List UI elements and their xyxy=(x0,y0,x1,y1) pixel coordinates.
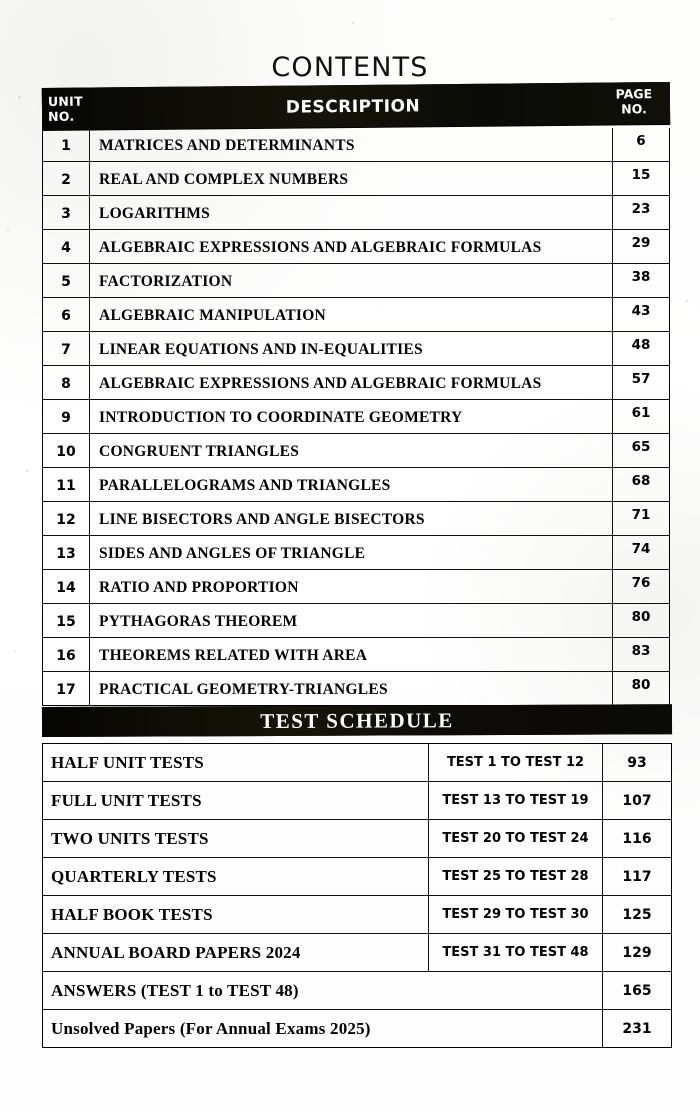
table-row xyxy=(43,264,669,298)
table-row xyxy=(43,638,669,672)
table-row xyxy=(43,502,669,536)
test-page-cell: 165 xyxy=(622,983,652,999)
contents-table-body xyxy=(42,128,670,706)
test-page-cell: 116 xyxy=(622,831,652,847)
unit-number-cell: 15 xyxy=(43,604,90,637)
unit-number-cell: 13 xyxy=(43,536,90,569)
table-row xyxy=(43,434,669,468)
unit-number-cell: 11 xyxy=(43,468,90,501)
test-range-cell: TEST 31 TO TEST 48 xyxy=(429,934,603,971)
description-cell: RATIO AND PROPORTION xyxy=(99,579,299,596)
table-row xyxy=(43,332,669,366)
page-title: CONTENTS xyxy=(271,52,429,83)
header-unit-line2: NO. xyxy=(47,108,75,124)
header-description: DESCRIPTION xyxy=(285,96,421,118)
page-number-cell: 74 xyxy=(612,536,669,569)
test-name-cell: Unsolved Papers (For Annual Exams 2025) xyxy=(43,1010,603,1047)
table-row xyxy=(43,162,669,196)
description-cell: LINEAR EQUATIONS AND IN-EQUALITIES xyxy=(99,341,423,358)
unit-number-cell: 8 xyxy=(43,366,90,399)
page-number-cell: 80 xyxy=(612,672,669,705)
header-page-line1: PAGE xyxy=(615,86,653,102)
page-number-cell: 29 xyxy=(612,230,669,263)
page-number-cell: 43 xyxy=(612,298,669,331)
scan-speck xyxy=(352,22,354,24)
scan-speck xyxy=(14,650,16,652)
description-cell: THEOREMS RELATED WITH AREA xyxy=(99,647,368,664)
page-number-cell: 61 xyxy=(612,400,669,433)
test-name-cell: HALF UNIT TESTS xyxy=(43,744,429,781)
test-name-cell: QUARTERLY TESTS xyxy=(43,858,429,895)
test-page-cell: 231 xyxy=(622,1021,652,1037)
test-name-cell: TWO UNITS TESTS xyxy=(43,820,429,857)
test-schedule-row xyxy=(43,972,671,1010)
unit-number-cell: 4 xyxy=(43,230,90,263)
contents-table xyxy=(42,88,670,706)
description-cell: REAL AND COMPLEX NUMBERS xyxy=(99,171,349,188)
test-page-cell: 117 xyxy=(622,869,652,885)
description-cell: LINE BISECTORS AND ANGLE BISECTORS xyxy=(99,511,425,528)
page-number-cell: 57 xyxy=(612,366,669,399)
unit-number-cell: 17 xyxy=(43,672,90,705)
description-cell: FACTORIZATION xyxy=(99,273,233,290)
page-number-cell: 23 xyxy=(612,196,669,229)
unit-number-cell: 12 xyxy=(43,502,90,535)
table-row xyxy=(43,128,669,162)
description-cell: SIDES AND ANGLES OF TRIANGLE xyxy=(99,545,366,562)
description-cell: LOGARITHMS xyxy=(99,205,211,222)
table-row xyxy=(43,604,669,638)
scan-speck xyxy=(610,18,612,20)
table-row xyxy=(43,468,669,502)
test-schedule-row xyxy=(43,934,671,972)
test-name-cell: ANNUAL BOARD PAPERS 2024 xyxy=(43,934,429,971)
page-number-cell: 15 xyxy=(612,162,669,195)
test-range-cell: TEST 25 TO TEST 28 xyxy=(429,858,603,895)
table-row xyxy=(43,570,669,604)
description-cell: ALGEBRAIC MANIPULATION xyxy=(99,307,326,324)
unit-number-cell: 9 xyxy=(43,400,90,433)
test-range-cell: TEST 13 TO TEST 19 xyxy=(429,782,603,819)
table-row xyxy=(43,672,669,705)
header-unit-line1: UNIT xyxy=(47,93,83,109)
header-page-line2: NO. xyxy=(621,101,647,117)
page-number-cell: 68 xyxy=(612,468,669,501)
test-schedule-row xyxy=(43,858,671,896)
test-range-cell: TEST 1 TO TEST 12 xyxy=(429,744,603,781)
unit-number-cell: 3 xyxy=(43,196,90,229)
unit-number-cell: 14 xyxy=(43,570,90,603)
table-row xyxy=(43,298,669,332)
page-number-cell: 6 xyxy=(612,128,669,161)
description-cell: PARALLELOGRAMS AND TRIANGLES xyxy=(99,477,391,494)
scan-speck xyxy=(686,300,688,302)
description-cell: CONGRUENT TRIANGLES xyxy=(99,443,300,460)
test-schedule-row xyxy=(43,820,671,858)
test-range-cell: TEST 29 TO TEST 30 xyxy=(429,896,603,933)
test-page-cell: 129 xyxy=(622,945,652,961)
description-cell: MATRICES AND DETERMINANTS xyxy=(99,137,355,154)
unit-number-cell: 6 xyxy=(43,298,90,331)
test-name-cell: HALF BOOK TESTS xyxy=(43,896,429,933)
test-schedule-banner: TEST SCHEDULE xyxy=(42,704,672,737)
test-page-cell: 125 xyxy=(622,907,652,923)
table-row xyxy=(43,366,669,400)
test-schedule-row xyxy=(43,744,671,782)
page-number-cell: 76 xyxy=(612,570,669,603)
table-row xyxy=(43,196,669,230)
description-cell: PRACTICAL GEOMETRY-TRIANGLES xyxy=(99,681,388,698)
description-cell: PYTHAGORAS THEOREM xyxy=(99,613,298,630)
table-row xyxy=(43,536,669,570)
table-row xyxy=(43,400,669,434)
page-number-cell: 80 xyxy=(612,604,669,637)
test-schedule-row xyxy=(43,1010,671,1047)
test-name-cell: ANSWERS (TEST 1 to TEST 48) xyxy=(43,972,603,1009)
scan-speck xyxy=(18,96,21,99)
test-schedule-row xyxy=(43,782,671,820)
page-number-cell: 48 xyxy=(612,332,669,365)
description-cell: INTRODUCTION TO COORDINATE GEOMETRY xyxy=(99,409,463,426)
unit-number-cell: 1 xyxy=(43,128,90,161)
page-number-cell: 83 xyxy=(612,638,669,671)
page-number-cell: 65 xyxy=(612,434,669,467)
test-page-cell: 93 xyxy=(627,755,647,771)
unit-number-cell: 5 xyxy=(43,264,90,297)
header-unit-no xyxy=(48,93,108,124)
header-page-no xyxy=(604,86,664,117)
test-schedule-row xyxy=(43,896,671,934)
unit-number-cell: 16 xyxy=(43,638,90,671)
unit-number-cell: 7 xyxy=(43,332,90,365)
contents-table-header xyxy=(42,82,670,130)
description-cell: ALGEBRAIC EXPRESSIONS AND ALGEBRAIC FORMULAS xyxy=(99,239,542,256)
unit-number-cell: 10 xyxy=(43,434,90,467)
unit-number-cell: 2 xyxy=(43,162,90,195)
test-page-cell: 107 xyxy=(622,793,652,809)
table-row xyxy=(43,230,669,264)
test-range-cell: TEST 20 TO TEST 24 xyxy=(429,820,603,857)
test-name-cell: FULL UNIT TESTS xyxy=(43,782,429,819)
page-number-cell: 38 xyxy=(612,264,669,297)
description-cell: ALGEBRAIC EXPRESSIONS AND ALGEBRAIC FORMULAS xyxy=(99,375,542,392)
scan-speck xyxy=(7,230,9,232)
page-number-cell: 71 xyxy=(612,502,669,535)
test-schedule-table xyxy=(42,743,672,1048)
scan-speck xyxy=(26,470,29,472)
